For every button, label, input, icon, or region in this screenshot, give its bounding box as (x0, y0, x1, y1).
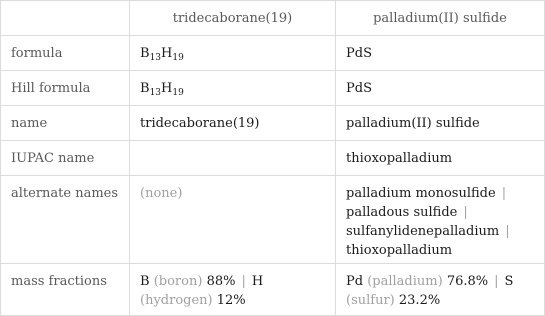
alternate-names-tridecaborane: (none) (130, 176, 336, 264)
mass-element-name: (boron) (153, 274, 203, 289)
mass-element-name: (sulfur) (346, 293, 395, 308)
separator: | (494, 274, 499, 289)
row-hill-formula (1, 71, 545, 106)
header-empty-cell (1, 1, 130, 36)
mass-element-symbol: Pd (346, 274, 364, 289)
header-row (1, 1, 545, 36)
hill-subscript-b: 13 (149, 87, 162, 98)
formula-element-h: H (161, 45, 173, 61)
header-tridecaborane: tridecaborane(19) (130, 1, 336, 36)
row-name (1, 106, 545, 141)
hill-subscript-h: 19 (172, 87, 184, 98)
separator: | (501, 186, 507, 201)
alternate-names-palladium-sulfide (336, 176, 545, 264)
mass-element-symbol: B (140, 274, 150, 289)
row-formula (1, 36, 545, 71)
alt-name-3: sulfanylidenepalladium (346, 224, 500, 239)
name-tridecaborane: tridecaborane(19) (130, 106, 336, 141)
alt-name-4: thioxopalladium (346, 243, 453, 258)
alt-name-1: palladium monosulfide (346, 186, 496, 201)
header-palladium-sulfide: palladium(II) sulfide (336, 1, 545, 36)
row-label-mass-fractions: mass fractions (1, 264, 130, 316)
row-label-iupac-name: IUPAC name (1, 141, 130, 176)
row-iupac-name (1, 141, 545, 176)
row-label-alternate-names: alternate names (1, 176, 130, 264)
row-alternate-names (1, 176, 545, 264)
hill-formula-tridecaborane (130, 71, 336, 106)
hill-element-b: B (140, 80, 150, 96)
mass-element-percent: 23.2% (398, 293, 441, 308)
mass-element-symbol: S (504, 274, 514, 289)
mass-fractions-palladium-sulfide (336, 264, 545, 316)
row-label-formula: formula (1, 36, 130, 71)
formula-subscript-h: 19 (172, 52, 184, 63)
formula-subscript-b: 13 (149, 52, 162, 63)
mass-element-name: (palladium) (367, 274, 443, 289)
hill-element-h: H (161, 80, 173, 96)
iupac-palladium-sulfide: thioxopalladium (336, 141, 545, 176)
hill-formula-palladium-sulfide: PdS (336, 71, 545, 106)
mass-element-percent: 76.8% (446, 274, 489, 289)
mass-element-percent: 88% (206, 274, 236, 289)
mass-element-symbol: H (251, 274, 264, 289)
separator: | (463, 205, 468, 220)
formula-element-b: B (140, 45, 150, 61)
formula-palladium-sulfide: PdS (336, 36, 545, 71)
iupac-tridecaborane (130, 141, 336, 176)
formula-tridecaborane (130, 36, 336, 71)
alt-name-2: palladous sulfide (346, 205, 458, 220)
row-label-hill-formula: Hill formula (1, 71, 130, 106)
separator: | (241, 274, 246, 289)
row-label-name: name (1, 106, 130, 141)
mass-element-name: (hydrogen) (140, 293, 213, 308)
mass-element-percent: 12% (216, 293, 246, 308)
mass-fractions-tridecaborane (130, 264, 336, 316)
separator: | (505, 224, 510, 239)
row-mass-fractions (1, 264, 545, 316)
name-palladium-sulfide: palladium(II) sulfide (336, 106, 545, 141)
